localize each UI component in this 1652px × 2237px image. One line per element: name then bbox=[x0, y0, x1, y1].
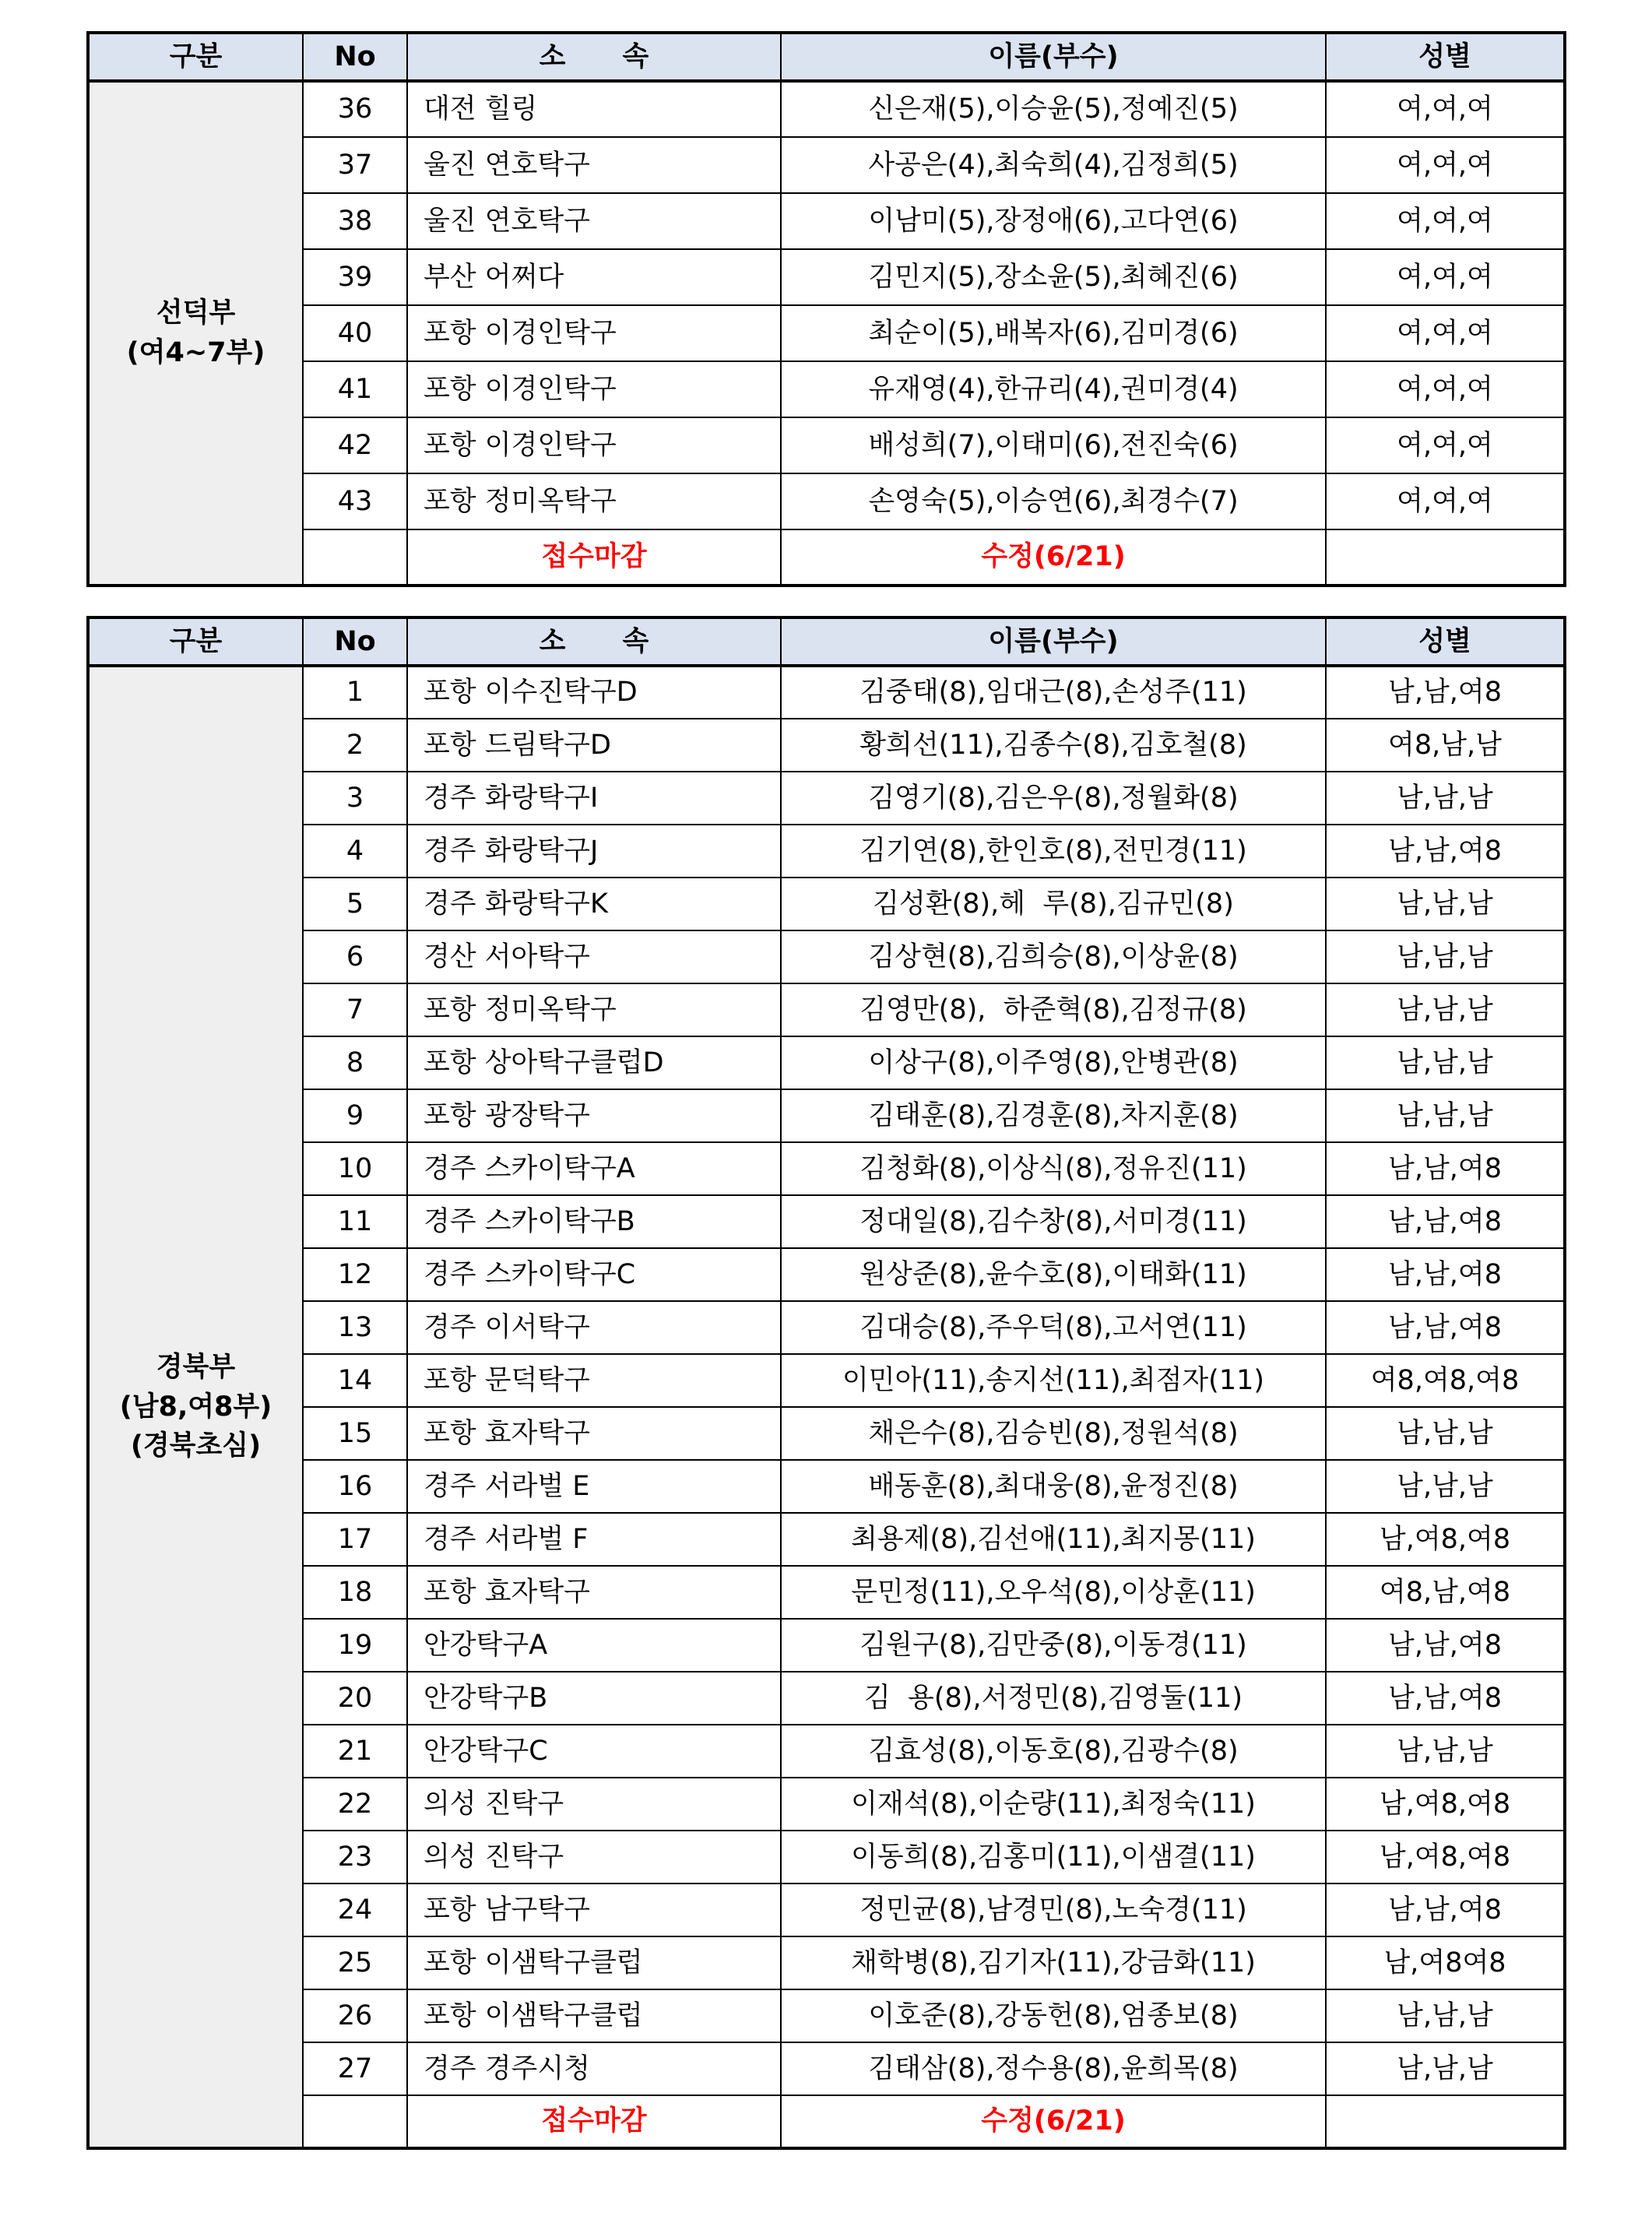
entry-number: 26 bbox=[303, 1989, 407, 2042]
affiliation-cell: 포항 상아탁구클럽D bbox=[407, 1036, 781, 1089]
players-cell: 유재영(4),한규리(4),권미경(4) bbox=[781, 361, 1326, 417]
header-no: No bbox=[303, 617, 407, 666]
header-category: 구분 bbox=[88, 33, 303, 81]
table-row bbox=[88, 930, 1565, 983]
table-row bbox=[88, 1513, 1565, 1566]
table-row bbox=[88, 878, 1565, 930]
category-cell bbox=[88, 666, 303, 2148]
gender-cell: 남,남,여8 bbox=[1326, 825, 1565, 878]
table-row bbox=[88, 81, 1565, 137]
affiliation-cell: 포항 남구탁구 bbox=[407, 1884, 781, 1936]
players-cell: 김 용(8),서정민(8),김영둘(11) bbox=[781, 1672, 1326, 1725]
table-row bbox=[88, 1619, 1565, 1672]
table-row bbox=[88, 305, 1565, 361]
players-cell: 김성환(8),헤 루(8),김규민(8) bbox=[781, 878, 1326, 930]
table-row bbox=[88, 983, 1565, 1036]
header-category: 구분 bbox=[88, 617, 303, 666]
table-row bbox=[88, 1142, 1565, 1195]
table-row bbox=[88, 1884, 1565, 1936]
gender-cell: 남,남,여8 bbox=[1326, 1884, 1565, 1936]
entry-number: 42 bbox=[303, 417, 407, 473]
players-cell: 정민균(8),남경민(8),노숙경(11) bbox=[781, 1884, 1326, 1936]
entry-number: 4 bbox=[303, 825, 407, 878]
players-cell: 이재석(8),이순량(11),최정숙(11) bbox=[781, 1778, 1326, 1831]
header-names: 이름(부수) bbox=[781, 617, 1326, 666]
affiliation-cell: 포항 이경인탁구 bbox=[407, 305, 781, 361]
players-cell: 배동훈(8),최대웅(8),윤정진(8) bbox=[781, 1460, 1326, 1513]
gender-cell: 남,남,여8 bbox=[1326, 1248, 1565, 1301]
entry-number: 8 bbox=[303, 1036, 407, 1089]
gender-cell: 여,여,여 bbox=[1326, 137, 1565, 193]
affiliation-cell: 포항 이샘탁구클럽 bbox=[407, 1989, 781, 2042]
gender-cell: 여,여,여 bbox=[1326, 249, 1565, 305]
header-no: No bbox=[303, 33, 407, 81]
header-row bbox=[88, 33, 1565, 81]
footer-row bbox=[88, 2095, 1565, 2148]
affiliation-cell: 부산 어쩌다 bbox=[407, 249, 781, 305]
affiliation-cell: 경주 이서탁구 bbox=[407, 1301, 781, 1354]
category-line: 선덕부 bbox=[156, 297, 236, 329]
gyeongbuk-division-table bbox=[86, 616, 1566, 2150]
table-row bbox=[88, 1989, 1565, 2042]
affiliation-cell: 경주 화랑탁구K bbox=[407, 878, 781, 930]
affiliation-cell: 경주 스카이탁구C bbox=[407, 1248, 781, 1301]
header-gender: 성별 bbox=[1326, 33, 1565, 81]
gender-cell: 남,남,남 bbox=[1326, 1989, 1565, 2042]
gender-cell: 여8,여8,여8 bbox=[1326, 1354, 1565, 1407]
gender-cell: 남,남,남 bbox=[1326, 772, 1565, 825]
entry-number: 24 bbox=[303, 1884, 407, 1936]
entry-number: 17 bbox=[303, 1513, 407, 1566]
entry-number: 22 bbox=[303, 1778, 407, 1831]
affiliation-cell: 포항 이수진탁구D bbox=[407, 666, 781, 719]
table-row bbox=[88, 1195, 1565, 1248]
gender-cell: 남,남,남 bbox=[1326, 878, 1565, 930]
players-cell: 김효성(8),이동호(8),김광수(8) bbox=[781, 1725, 1326, 1778]
gender-cell: 여8,남,남 bbox=[1326, 719, 1565, 772]
players-cell: 이민아(11),송지선(11),최점자(11) bbox=[781, 1354, 1326, 1407]
category-line: (경북초심) bbox=[130, 1430, 262, 1462]
footer-empty-gender bbox=[1326, 529, 1565, 586]
affiliation-cell: 경주 화랑탁구J bbox=[407, 825, 781, 878]
entry-number: 6 bbox=[303, 930, 407, 983]
players-cell: 이동희(8),김홍미(11),이샘결(11) bbox=[781, 1831, 1326, 1884]
table-row bbox=[88, 1036, 1565, 1089]
table-row bbox=[88, 825, 1565, 878]
header-names: 이름(부수) bbox=[781, 33, 1326, 81]
entry-number: 13 bbox=[303, 1301, 407, 1354]
entry-number: 36 bbox=[303, 81, 407, 137]
affiliation-cell: 포항 이샘탁구클럽 bbox=[407, 1936, 781, 1989]
players-cell: 이남미(5),장정애(6),고다연(6) bbox=[781, 193, 1326, 249]
entry-number: 40 bbox=[303, 305, 407, 361]
entry-number: 9 bbox=[303, 1089, 407, 1142]
table-row bbox=[88, 1248, 1565, 1301]
entry-number: 20 bbox=[303, 1672, 407, 1725]
category-cell bbox=[88, 81, 303, 586]
category-line: (여4~7부) bbox=[126, 337, 265, 368]
affiliation-cell: 의성 진탁구 bbox=[407, 1831, 781, 1884]
gender-cell: 남,남,남 bbox=[1326, 1460, 1565, 1513]
gender-cell: 남,여8,여8 bbox=[1326, 1778, 1565, 1831]
players-cell: 김상현(8),김희승(8),이상윤(8) bbox=[781, 930, 1326, 983]
gender-cell: 남,남,남 bbox=[1326, 1407, 1565, 1460]
table-row bbox=[88, 1725, 1565, 1778]
players-cell: 이호준(8),강동헌(8),엄종보(8) bbox=[781, 1989, 1326, 2042]
affiliation-cell: 안강탁구A bbox=[407, 1619, 781, 1672]
players-cell: 채은수(8),김승빈(8),정원석(8) bbox=[781, 1407, 1326, 1460]
registration-closed-label: 접수마감 bbox=[407, 529, 781, 586]
entry-number: 43 bbox=[303, 473, 407, 529]
table-row bbox=[88, 1672, 1565, 1725]
entry-number: 25 bbox=[303, 1936, 407, 1989]
header-affiliation: 소 속 bbox=[407, 33, 781, 81]
registration-closed-label: 접수마감 bbox=[407, 2095, 781, 2148]
table-row bbox=[88, 361, 1565, 417]
footer-empty-gender bbox=[1326, 2095, 1565, 2148]
entry-number: 7 bbox=[303, 983, 407, 1036]
entry-number: 38 bbox=[303, 193, 407, 249]
footer-row bbox=[88, 529, 1565, 586]
table-row bbox=[88, 666, 1565, 719]
gender-cell: 남,남,남 bbox=[1326, 1089, 1565, 1142]
gender-cell: 남,남,여8 bbox=[1326, 1672, 1565, 1725]
table-row bbox=[88, 1407, 1565, 1460]
affiliation-cell: 경주 스카이탁구B bbox=[407, 1195, 781, 1248]
players-cell: 사공은(4),최숙희(4),김정희(5) bbox=[781, 137, 1326, 193]
players-cell: 최용제(8),김선애(11),최지몽(11) bbox=[781, 1513, 1326, 1566]
players-cell: 김대승(8),주우덕(8),고서연(11) bbox=[781, 1301, 1326, 1354]
entry-number: 14 bbox=[303, 1354, 407, 1407]
revision-note: 수정(6/21) bbox=[781, 529, 1326, 586]
affiliation-cell: 울진 연호탁구 bbox=[407, 137, 781, 193]
affiliation-cell: 안강탁구C bbox=[407, 1725, 781, 1778]
players-cell: 김태삼(8),정수용(8),윤희목(8) bbox=[781, 2042, 1326, 2095]
gender-cell: 여,여,여 bbox=[1326, 305, 1565, 361]
players-cell: 김기연(8),한인호(8),전민경(11) bbox=[781, 825, 1326, 878]
gender-cell: 남,남,남 bbox=[1326, 1036, 1565, 1089]
entry-number: 11 bbox=[303, 1195, 407, 1248]
table-row bbox=[88, 417, 1565, 473]
footer-empty-no bbox=[303, 529, 407, 586]
players-cell: 손영숙(5),이승연(6),최경수(7) bbox=[781, 473, 1326, 529]
players-cell: 채학병(8),김기자(11),강금화(11) bbox=[781, 1936, 1326, 1989]
gender-cell: 여,여,여 bbox=[1326, 417, 1565, 473]
gender-cell: 남,여8,여8 bbox=[1326, 1513, 1565, 1566]
table-row bbox=[88, 1566, 1565, 1619]
players-cell: 정대일(8),김수창(8),서미경(11) bbox=[781, 1195, 1326, 1248]
players-cell: 신은재(5),이승윤(5),정예진(5) bbox=[781, 81, 1326, 137]
entry-number: 12 bbox=[303, 1248, 407, 1301]
category-line: 경북부 bbox=[156, 1351, 236, 1383]
gender-cell: 여8,남,여8 bbox=[1326, 1566, 1565, 1619]
table-row bbox=[88, 137, 1565, 193]
table-row bbox=[88, 193, 1565, 249]
entry-number: 5 bbox=[303, 878, 407, 930]
table-row bbox=[88, 249, 1565, 305]
entry-number: 3 bbox=[303, 772, 407, 825]
affiliation-cell: 경산 서아탁구 bbox=[407, 930, 781, 983]
gender-cell: 여,여,여 bbox=[1326, 361, 1565, 417]
women-division-table bbox=[86, 31, 1566, 587]
gender-cell: 남,남,여8 bbox=[1326, 1619, 1565, 1672]
entry-number: 27 bbox=[303, 2042, 407, 2095]
footer-empty-no bbox=[303, 2095, 407, 2148]
table-row bbox=[88, 1460, 1565, 1513]
gender-cell: 남,남,남 bbox=[1326, 930, 1565, 983]
table-row bbox=[88, 1089, 1565, 1142]
entry-number: 16 bbox=[303, 1460, 407, 1513]
affiliation-cell: 경주 서라벌 E bbox=[407, 1460, 781, 1513]
gender-cell: 여,여,여 bbox=[1326, 473, 1565, 529]
affiliation-cell: 포항 문덕탁구 bbox=[407, 1354, 781, 1407]
gender-cell: 남,남,남 bbox=[1326, 1725, 1565, 1778]
table-row bbox=[88, 1936, 1565, 1989]
players-cell: 문민정(11),오우석(8),이상훈(11) bbox=[781, 1566, 1326, 1619]
players-cell: 김태훈(8),김경훈(8),차지훈(8) bbox=[781, 1089, 1326, 1142]
players-cell: 이상구(8),이주영(8),안병관(8) bbox=[781, 1036, 1326, 1089]
gender-cell: 남,남,여8 bbox=[1326, 1195, 1565, 1248]
affiliation-cell: 포항 이경인탁구 bbox=[407, 361, 781, 417]
affiliation-cell: 경주 경주시청 bbox=[407, 2042, 781, 2095]
entry-number: 41 bbox=[303, 361, 407, 417]
players-cell: 김영만(8), 하준혁(8),김정규(8) bbox=[781, 983, 1326, 1036]
revision-note: 수정(6/21) bbox=[781, 2095, 1326, 2148]
players-cell: 김원구(8),김만중(8),이동경(11) bbox=[781, 1619, 1326, 1672]
entry-number: 10 bbox=[303, 1142, 407, 1195]
header-affiliation: 소 속 bbox=[407, 617, 781, 666]
entry-number: 21 bbox=[303, 1725, 407, 1778]
table-row bbox=[88, 1301, 1565, 1354]
gender-cell: 남,여8여8 bbox=[1326, 1936, 1565, 1989]
entry-number: 18 bbox=[303, 1566, 407, 1619]
affiliation-cell: 포항 정미옥탁구 bbox=[407, 983, 781, 1036]
affiliation-cell: 의성 진탁구 bbox=[407, 1778, 781, 1831]
players-cell: 김민지(5),장소윤(5),최혜진(6) bbox=[781, 249, 1326, 305]
entry-number: 23 bbox=[303, 1831, 407, 1884]
entry-number: 15 bbox=[303, 1407, 407, 1460]
affiliation-cell: 포항 이경인탁구 bbox=[407, 417, 781, 473]
players-cell: 황희선(11),김종수(8),김호철(8) bbox=[781, 719, 1326, 772]
affiliation-cell: 경주 화랑탁구I bbox=[407, 772, 781, 825]
players-cell: 김영기(8),김은우(8),정월화(8) bbox=[781, 772, 1326, 825]
entry-number: 2 bbox=[303, 719, 407, 772]
gender-cell: 남,남,여8 bbox=[1326, 1142, 1565, 1195]
header-row bbox=[88, 617, 1565, 666]
affiliation-cell: 경주 서라벌 F bbox=[407, 1513, 781, 1566]
affiliation-cell: 안강탁구B bbox=[407, 1672, 781, 1725]
gender-cell: 남,여8,여8 bbox=[1326, 1831, 1565, 1884]
entry-number: 19 bbox=[303, 1619, 407, 1672]
table-row bbox=[88, 473, 1565, 529]
gender-cell: 남,남,남 bbox=[1326, 983, 1565, 1036]
affiliation-cell: 대전 힐링 bbox=[407, 81, 781, 137]
table-row bbox=[88, 2042, 1565, 2095]
gender-cell: 여,여,여 bbox=[1326, 193, 1565, 249]
header-gender: 성별 bbox=[1326, 617, 1565, 666]
affiliation-cell: 경주 스카이탁구A bbox=[407, 1142, 781, 1195]
table-row bbox=[88, 1778, 1565, 1831]
players-cell: 원상준(8),윤수호(8),이태화(11) bbox=[781, 1248, 1326, 1301]
entry-number: 37 bbox=[303, 137, 407, 193]
entry-number: 1 bbox=[303, 666, 407, 719]
gender-cell: 여,여,여 bbox=[1326, 81, 1565, 137]
table-row bbox=[88, 719, 1565, 772]
table-row bbox=[88, 1354, 1565, 1407]
players-cell: 김청화(8),이상식(8),정유진(11) bbox=[781, 1142, 1326, 1195]
affiliation-cell: 포항 광장탁구 bbox=[407, 1089, 781, 1142]
gender-cell: 남,남,여8 bbox=[1326, 666, 1565, 719]
affiliation-cell: 울진 연호탁구 bbox=[407, 193, 781, 249]
category-line: (남8,여8부) bbox=[119, 1391, 272, 1423]
players-cell: 김중태(8),임대근(8),손성주(11) bbox=[781, 666, 1326, 719]
gender-cell: 남,남,남 bbox=[1326, 2042, 1565, 2095]
players-cell: 배성희(7),이태미(6),전진숙(6) bbox=[781, 417, 1326, 473]
affiliation-cell: 포항 정미옥탁구 bbox=[407, 473, 781, 529]
affiliation-cell: 포항 효자탁구 bbox=[407, 1407, 781, 1460]
players-cell: 최순이(5),배복자(6),김미경(6) bbox=[781, 305, 1326, 361]
gender-cell: 남,남,여8 bbox=[1326, 1301, 1565, 1354]
affiliation-cell: 포항 드림탁구D bbox=[407, 719, 781, 772]
table-row bbox=[88, 1831, 1565, 1884]
affiliation-cell: 포항 효자탁구 bbox=[407, 1566, 781, 1619]
table-row bbox=[88, 772, 1565, 825]
entry-number: 39 bbox=[303, 249, 407, 305]
